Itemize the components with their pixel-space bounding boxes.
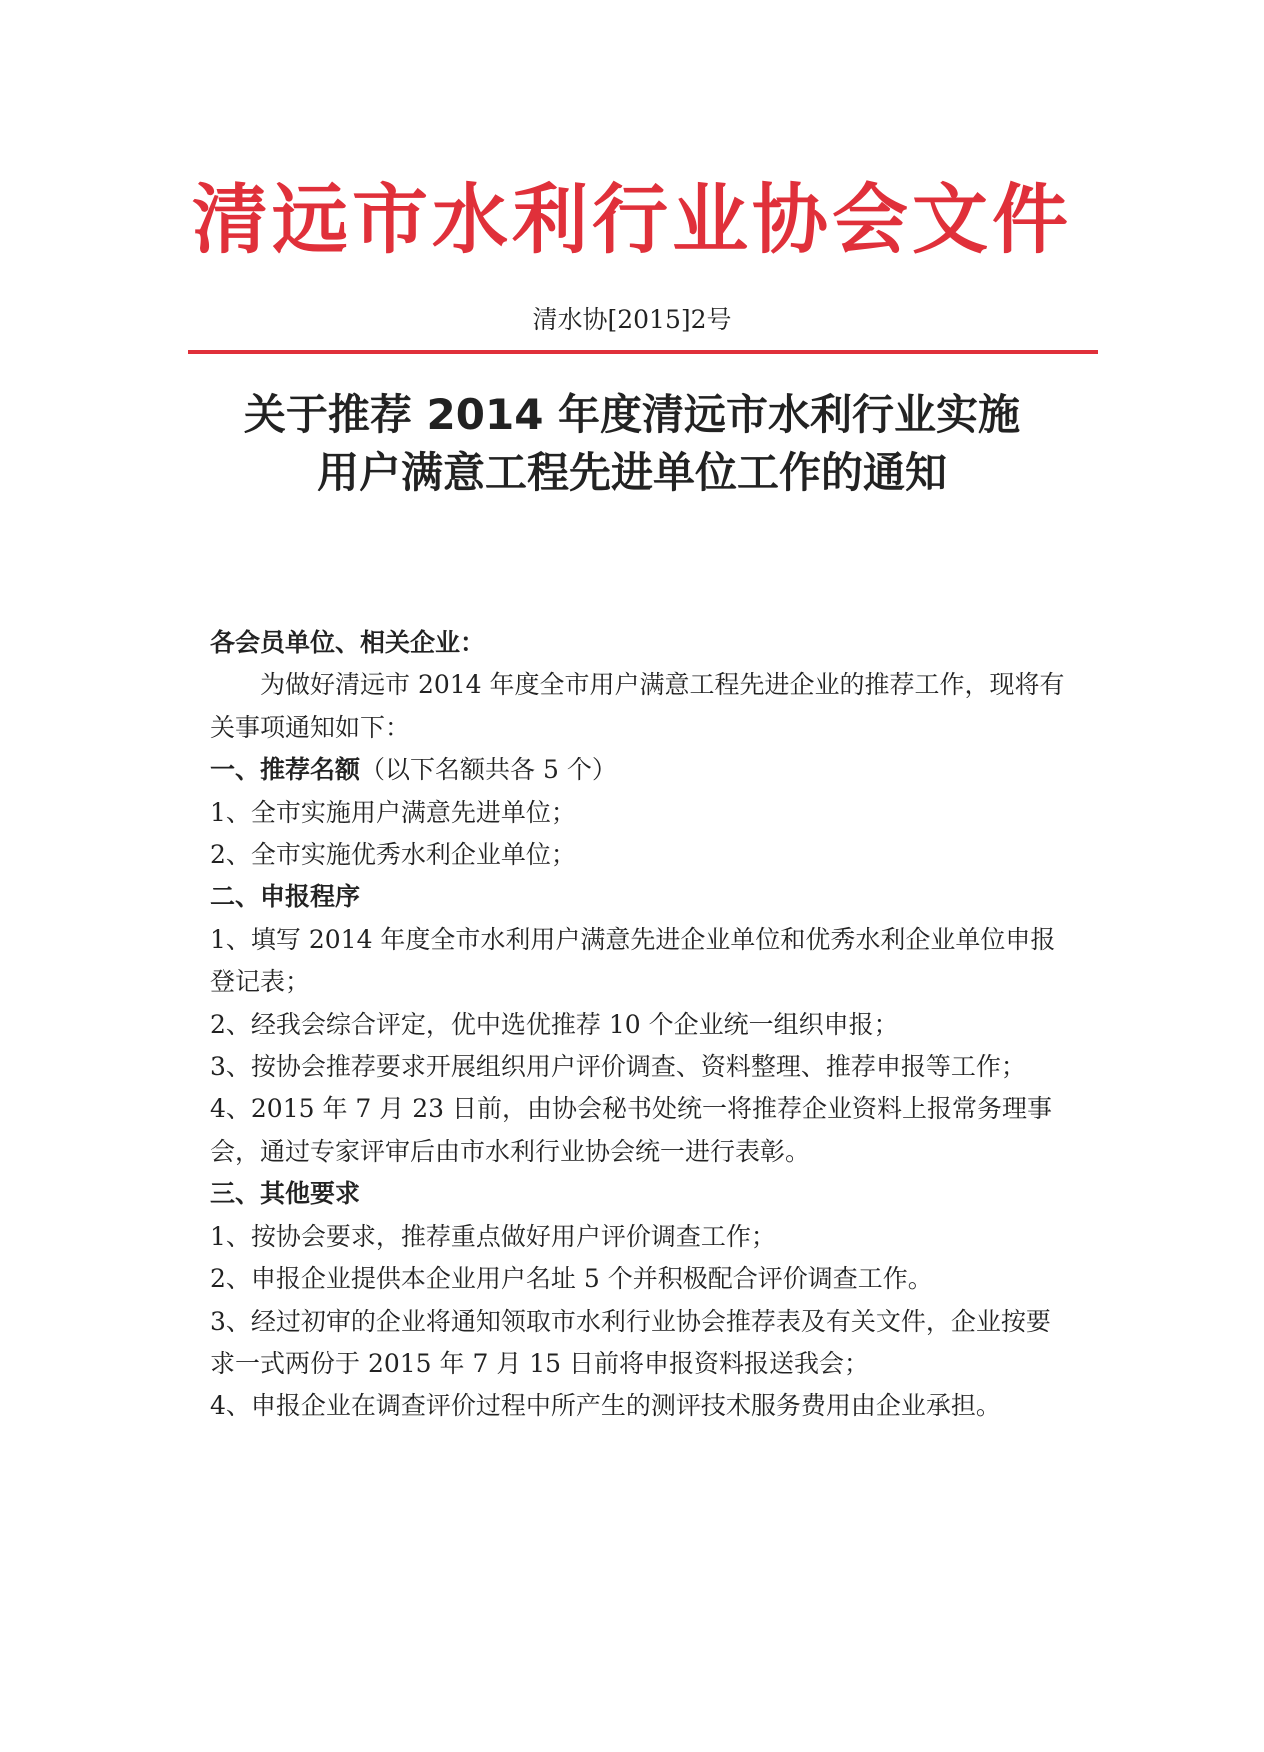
- list-item: 2、经我会综合评定，优中选优推荐 10 个企业统一组织申报；: [210, 1009, 899, 1039]
- section-1-heading: 一、推荐名额: [210, 755, 361, 785]
- document-title-line-1: 关于推荐 2014 年度清远市水利行业实施: [243, 390, 1021, 439]
- list-item: 1、填写 2014 年度全市水利用户满意先进企业单位和优秀水利企业单位申报登记表；: [210, 924, 1056, 997]
- list-item: 3、按协会推荐要求开展组织用户评价调查、资料整理、推荐申报等工作；: [210, 1052, 1026, 1082]
- document-title-line-2: 用户满意工程先进单位工作的通知: [316, 448, 947, 497]
- section-1-heading-line: [210, 749, 1070, 791]
- org-header-title: 清远市水利行业协会文件: [192, 175, 1072, 264]
- list-item: 4、申报企业在调查评价过程中所产生的测评技术服务费用由企业承担。: [210, 1391, 1001, 1421]
- list-item: 2、申报企业提供本企业用户名址 5 个并积极配合评价调查工作。: [210, 1264, 933, 1294]
- list-item: 1、按协会要求，推荐重点做好用户评价调查工作；: [210, 1221, 776, 1251]
- section-1-note: （以下名额共各 5 个）: [360, 755, 617, 785]
- header-divider-rule: [188, 350, 1098, 354]
- section-2-heading: 二、申报程序: [210, 882, 361, 912]
- document-number: 清水协[2015]2号: [532, 305, 732, 334]
- document-title: [0, 386, 1264, 502]
- list-item: 1、全市实施用户满意先进单位；: [210, 797, 576, 827]
- salutation: 各会员单位、相关企业：: [210, 628, 486, 657]
- section-3-heading: 三、其他要求: [210, 1179, 361, 1209]
- document-body: [210, 622, 1070, 1428]
- list-item: 3、经过初审的企业将通知领取市水利行业协会推荐表及有关文件，企业按要求一式两份于 2015 年 7 月 15 日前将申报资料报送我会；: [210, 1306, 1051, 1378]
- list-item: 2、全市实施优秀水利企业单位；: [210, 840, 576, 870]
- intro-paragraph: 为做好清远市 2014 年度全市用户满意工程先进企业的推荐工作，现将有关事项通知如下：: [210, 670, 1065, 742]
- list-item: 4、2015 年 7 月 23 日前，由协会秘书处统一将推荐企业资料上报常务理事会，通过专家评审后由市水利行业协会统一进行表彰。: [210, 1094, 1052, 1166]
